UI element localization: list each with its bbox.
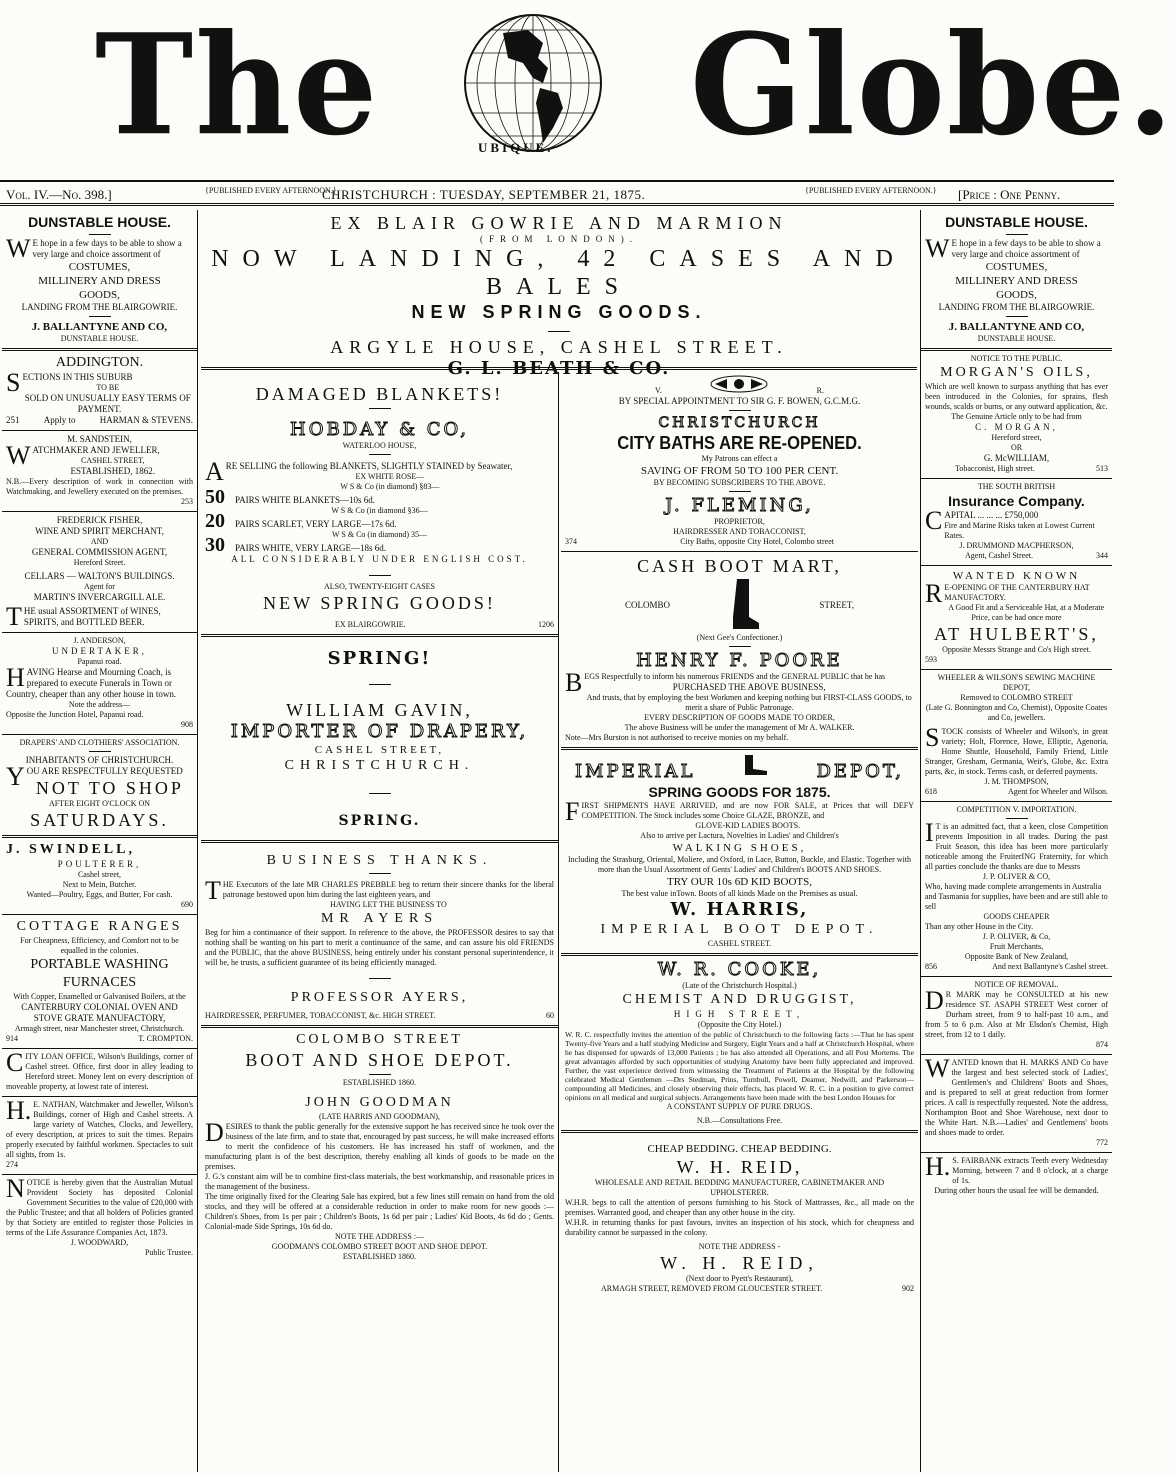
ad-title: DRAPERS' AND CLOTHIERS' ASSOCIATION. bbox=[19, 738, 180, 747]
ad-line: COSTUMES, bbox=[68, 261, 131, 273]
ad-number: 618 bbox=[925, 787, 937, 796]
ad-line: WATERLOO HOUSE, bbox=[342, 441, 417, 450]
ad-line: ESTABLISHED 1860. bbox=[342, 1252, 417, 1261]
ad-line: PAIRS WHITE BLANKETS—10s 6d. bbox=[235, 495, 376, 505]
ad-line: Removed to COLOMBO STREET bbox=[960, 693, 1073, 702]
ad-headline: PORTABLE WASHING bbox=[30, 957, 169, 972]
ad-headline: SPRING. bbox=[338, 813, 421, 829]
ad-title: CASH BOOT MART, bbox=[637, 556, 842, 576]
ad-headline: PROFESSOR AYERS, bbox=[290, 990, 469, 1005]
ad-title: NOTICE TO THE PUBLIC. bbox=[970, 354, 1063, 363]
ad-line: Hereford street, bbox=[991, 433, 1042, 442]
royal-crest-icon bbox=[709, 375, 769, 393]
ad-line: (FROM LONDON). bbox=[480, 234, 638, 244]
ad-line: N.B.—Consultations Free. bbox=[696, 1116, 783, 1125]
ad-line: HAIRDRESSER, PERFUMER, TOBACCONIST, &c. HIGH STREET. bbox=[205, 1011, 436, 1020]
ad-line: Hereford Street. bbox=[73, 558, 126, 567]
title-globe: Globe. bbox=[690, 4, 1175, 167]
ad-line: GLOVE-KID LADIES BOOTS. bbox=[695, 821, 801, 830]
ad-cooke-chemist bbox=[561, 956, 918, 1133]
ad-line: EVERY DESCRIPTION OF GOODS MADE TO ORDER, bbox=[644, 713, 835, 722]
ad-line: WALKING SHOES, bbox=[672, 842, 807, 854]
ad-notice-amp bbox=[2, 1175, 197, 1262]
ad-line: WINE AND SPIRIT MERCHANT, bbox=[35, 526, 164, 536]
ad-headline: W. H. REID, bbox=[676, 1157, 803, 1177]
ad-headline: MORGAN'S OILS, bbox=[940, 365, 1093, 380]
ad-body: SECTIONS IN THIS SUBURB bbox=[6, 368, 133, 397]
ad-headline: SPRING! bbox=[327, 648, 432, 669]
ad-line: Cashel street, bbox=[77, 870, 122, 879]
ad-line: COSTUMES, bbox=[985, 261, 1048, 273]
ad-headline: CITY BATHS ARE RE-OPENED. bbox=[617, 433, 862, 453]
ad-marks-boots bbox=[921, 1055, 1112, 1153]
ad-line: GENERAL COMMISSION AGENT, bbox=[31, 547, 168, 557]
ad-line: Apply to bbox=[43, 415, 76, 425]
ad-line: GOODS CHEAPER bbox=[983, 912, 1050, 921]
ad-sandstein bbox=[2, 431, 197, 512]
ad-addington bbox=[2, 351, 197, 431]
ad-hobday-blankets bbox=[201, 372, 558, 637]
ad-line: Also to arrive per Lactura, Novelties in Ladies' and Children's bbox=[640, 831, 839, 840]
ad-signature: G. L. BEATH & CO. bbox=[447, 358, 671, 379]
ad-line: (Next door to Pyett's Restaurant), bbox=[686, 1274, 793, 1283]
title-the: The bbox=[95, 4, 380, 167]
ad-number: 344 bbox=[1096, 551, 1108, 560]
ad-title: CHEAP BEDDING. CHEAP BEDDING. bbox=[647, 1143, 832, 1155]
boot-emblem-icon bbox=[741, 753, 771, 777]
ad-south-british-insurance bbox=[921, 479, 1112, 566]
ad-line: CHRISTCHURCH. bbox=[284, 758, 475, 773]
ad-body: Beg for him a continuance of their support. In reference to the above, the PROFESSOR desires to say that nothing shall be wanting on his part to merit a continuance of the same, and can assure his old FRIENDS and the PUBLIC, that the above BUSINESS, being entirely under his constant personal superintendence, it will be, he trusts, a sufficient guarantee of its being efficiently managed. bbox=[205, 928, 554, 967]
ad-line: W S & Co (in diamond) §83— bbox=[340, 482, 440, 491]
ad-line: HAIRDRESSER AND TOBACCONIST, bbox=[673, 527, 806, 536]
ad-number: 772 bbox=[1096, 1138, 1108, 1147]
ad-wheeler-wilson bbox=[921, 670, 1112, 802]
boot-icon bbox=[727, 577, 763, 633]
ad-line: NOTE THE ADDRESS :— bbox=[335, 1232, 424, 1241]
ad-line: GOODS, bbox=[79, 289, 120, 301]
ad-line: POULTERER, bbox=[57, 859, 142, 869]
ad-line: V. bbox=[655, 386, 662, 395]
ad-line: Opposite the Junction Hotel, Papanui road. bbox=[6, 710, 144, 719]
ad-line: During other hours the usual fee will be demanded. bbox=[934, 1186, 1099, 1195]
column-3 bbox=[561, 372, 918, 1472]
ad-line: DUNSTABLE HOUSE. bbox=[977, 334, 1056, 343]
published-note-left: {PUBLISHED EVERY AFTERNOON.} bbox=[205, 186, 337, 195]
ad-line: MARTIN'S INVERCARGILL ALE. bbox=[33, 592, 166, 602]
ad-signature: G. McWILLIAM, bbox=[983, 453, 1050, 463]
dateline bbox=[0, 180, 1114, 206]
ad-body: H.S. FAIRBANK extracts Teeth every Wednesday Morning, between 7 and 8 o'clock, at a charge of 1s. bbox=[925, 1152, 1108, 1185]
ad-line: SAVING OF FROM 50 TO 100 PER CENT. bbox=[640, 465, 839, 477]
ad-nathan bbox=[2, 1097, 197, 1175]
ad-headline: IMPORTER OF DRAPERY, bbox=[230, 721, 529, 742]
ad-title: W. R. COOKE, bbox=[657, 959, 822, 980]
ad-body: HAVING Hearse and Mourning Coach, is prepared to execute Funerals in Town or Country, cheaper than any other house in town. bbox=[6, 663, 177, 699]
ad-body: DR MARK may be CONSULTED at his new residence ST. ASAPH STREET West corner of Durham street, from 9 to half-past 10 a.m., and from 5 to 6 p.m. Also at Mr Elsdon's Chemist, High street, from 12 to 1 daily. bbox=[925, 986, 1108, 1039]
ad-line: PROPRIETOR, bbox=[714, 517, 765, 526]
ad-fairbank-dentist bbox=[921, 1153, 1112, 1200]
ad-line: Tobacconist, High street. bbox=[955, 464, 1035, 473]
ad-line: STREET, bbox=[819, 599, 854, 610]
ad-line: (LATE HARRIS AND GOODMAN), bbox=[319, 1112, 440, 1121]
column-2 bbox=[201, 372, 559, 1472]
ad-line: UNDERTAKER, bbox=[52, 646, 147, 656]
ad-line: PAIRS SCARLET, VERY LARGE—17s 6d. bbox=[235, 519, 397, 529]
ad-line: BY SPECIAL APPOINTMENT TO SIR G. F. BOWEN, G.C.M.G. bbox=[618, 396, 861, 406]
ad-line: AFTER EIGHT O'CLOCK ON bbox=[48, 799, 151, 808]
ad-dr-mark-removal bbox=[921, 977, 1112, 1055]
ad-line: CAPITAL ... ... ... £750,000 bbox=[925, 506, 1039, 535]
ad-line: And next Ballantyne's Cashel street. bbox=[992, 962, 1108, 971]
ad-line: IMPERIAL BOOT DEPOT. bbox=[600, 922, 879, 937]
ad-body: BEGS Respectfully to inform his numerous FRIENDS and the GENERAL PUBLIC that he has bbox=[565, 668, 886, 697]
ad-line: Opposite Bank of New Zealand, bbox=[964, 952, 1069, 961]
ad-line: Than any other House in the City. bbox=[925, 922, 1034, 931]
ad-business-thanks bbox=[201, 843, 558, 1028]
ad-line: INHABITANTS OF CHRISTCHURCH. bbox=[25, 755, 174, 765]
quantity: 50 bbox=[205, 486, 225, 508]
column-1 bbox=[2, 210, 198, 1472]
ad-line: GOODMAN'S COLOMBO STREET BOOT AND SHOE DEPOT. bbox=[271, 1242, 488, 1251]
ad-number: 902 bbox=[902, 1284, 914, 1293]
ad-body: W.H.R. in returning thanks for past favours, invites an inspection of his stock, which for cheapness and durability cannot be surpassed in the colony. bbox=[565, 1218, 914, 1237]
ad-cash-boot-mart bbox=[561, 552, 918, 750]
volume-number: Vol. IV.—No. 398.] bbox=[6, 187, 112, 202]
ad-line: With Copper, Enamelled or Galvanised Boilers, at the bbox=[13, 992, 186, 1001]
ad-number: 908 bbox=[181, 720, 193, 729]
ad-signature: HARMAN & STEVENS. bbox=[99, 415, 193, 425]
ad-line: A CONSTANT SUPPLY OF PURE DRUGS. bbox=[666, 1102, 813, 1111]
ad-city-loan bbox=[2, 1049, 197, 1097]
ad-number: 1206 bbox=[538, 620, 554, 629]
ad-body: H.E. NATHAN, Watchmaker and Jeweller, Wilson's Buildings, corner of High and Cashel streets. A large variety of Watches, Clocks, and Jewellery, of every description, at prices to suit the times. Repairs properly executed by faithful workmen. Spectacles to suit all sights, from 1s. bbox=[6, 1096, 193, 1159]
ad-hulberts bbox=[921, 566, 1112, 670]
ad-body: ARE SELLING the following BLANKETS, SLIGHTLY STAINED by Seawater, bbox=[205, 457, 513, 486]
ad-line: CANTERBURY COLONIAL OVEN AND STOVE GRATE MANUFACTORY, bbox=[21, 1002, 178, 1023]
ad-body: The time originally fixed for the Clearing Sale has expired, but a few lines still remain on hand from the old stocks, and they will be offered at a considerable reduction in order to make room for new goods :—Children's Shoes, from 1s per pair ; Children's Boots, 1s 6d per pair ; Ladies' Kid Boots, 4s 6d do ; Gents. Colonial-made Side Springs, 10s 6d do. bbox=[205, 1192, 554, 1231]
ad-headline: HENRY F. POORE bbox=[636, 650, 843, 671]
ad-line: WHOLESALE AND RETAIL BEDDING MANUFACTURER, CABINETMAKER AND UPHOLSTERER. bbox=[594, 1178, 885, 1197]
ad-line: HIGH STREET, bbox=[673, 1009, 806, 1019]
motto: UBIQUE. bbox=[478, 140, 554, 155]
ad-headline: AT HULBERT'S, bbox=[934, 624, 1099, 644]
ad-line: MILLINERY AND DRESS bbox=[955, 275, 1078, 287]
ad-headline: SPRING GOODS FOR 1875. bbox=[648, 784, 831, 800]
ad-morgans-oils bbox=[921, 351, 1112, 479]
ad-line: Armagh street, near Manchester street, Christchurch. bbox=[14, 1024, 185, 1033]
ad-body: FIRST SHIPMENTS HAVE ARRIVED, and are now FOR SALE, at Prices that will DEFY COMPETITION. The Stock includes some Choice GLAZE, BRONZE, and bbox=[565, 797, 914, 826]
ad-line: ALL CONSIDERABLY UNDER ENGLISH COST. bbox=[231, 554, 528, 564]
ad-title: IMPERIAL bbox=[575, 761, 696, 782]
ad-line: Public Trustee. bbox=[144, 1248, 193, 1257]
ad-line: The above Business will be under the management of Mr A. WALKER. bbox=[624, 723, 855, 732]
ad-gavin-spring bbox=[201, 637, 558, 843]
ad-line: AND bbox=[90, 537, 109, 546]
ad-body: N.B.—Every description of work in connection with Watchmaking, and Jewellery executed on the premises. bbox=[6, 477, 193, 496]
ad-line: GOODS, bbox=[996, 289, 1037, 301]
ad-line: W S & Co (in diamond §36— bbox=[331, 506, 428, 515]
ad-line: ARMAGH STREET, REMOVED FROM GLOUCESTER STREET. bbox=[601, 1284, 823, 1293]
ad-dunstable-house bbox=[2, 210, 197, 351]
ad-number: 513 bbox=[1096, 464, 1108, 473]
ad-headline: FURNACES bbox=[62, 975, 137, 990]
ad-line: (Opposite the City Hotel.) bbox=[697, 1020, 782, 1029]
ad-headline: BOOT AND SHOE DEPOT. bbox=[245, 1050, 514, 1070]
ad-headline: SATURDAYS. bbox=[30, 810, 169, 830]
ad-line: COLOMBO bbox=[625, 599, 671, 610]
ad-line: (Next Gee's Confectioner.) bbox=[696, 633, 783, 642]
ad-competition-oliver bbox=[921, 802, 1112, 977]
ad-reid-bedding bbox=[561, 1133, 918, 1298]
column-4 bbox=[920, 210, 1112, 1472]
ad-title: COTTAGE RANGES bbox=[16, 919, 183, 934]
ad-line: The best value inTown. Boots of all kinds Made on the Premises as usual. bbox=[621, 889, 858, 898]
ad-line: (Late G. Bonnington and Co, Chemist), Opposite Coates and Co, jewellers. bbox=[925, 703, 1108, 722]
ad-number: 914 bbox=[6, 1034, 18, 1043]
ad-body: THE usual ASSORTMENT of WINES, SPIRITS, and BOTTLED BEER. bbox=[6, 602, 161, 631]
ad-line: DUNSTABLE HOUSE. bbox=[60, 334, 139, 343]
ad-number: 253 bbox=[181, 497, 193, 506]
ad-number: 690 bbox=[181, 900, 193, 909]
quantity: 20 bbox=[205, 510, 225, 532]
ad-title: COLOMBO STREET bbox=[296, 1032, 463, 1047]
ad-headline: NOT TO SHOP bbox=[35, 778, 184, 798]
ad-signature: J. DRUMMOND MACPHERSON, bbox=[959, 541, 1074, 550]
ad-line: TO BE bbox=[96, 383, 120, 392]
ad-line: My Patrons can effect a bbox=[701, 454, 778, 463]
city-date: CHRISTCHURCH : TUESDAY, SEPTEMBER 21, 1875. bbox=[322, 187, 646, 202]
ad-line: ESTABLISHED 1860. bbox=[342, 1078, 417, 1087]
ad-body: Fire and Marine Risks taken at Lowest Current Rates. bbox=[944, 521, 1095, 540]
ad-body: Including the Strasburg, Oriental, Moliere, and Oxford, in Lace, Button, Buckle, and Elastic. Together with more than the Usual Assortment of Gents' Ladies' and Children's BOOTS AND SHOES. bbox=[567, 855, 912, 874]
ad-line: CASHEL STREET. bbox=[707, 939, 772, 948]
ad-body: RE-OPENING OF THE CANTERBURY HAT MANUFACTORY. bbox=[925, 579, 1090, 608]
ad-title: DUNSTABLE HOUSE. bbox=[945, 214, 1088, 230]
ad-line: EX WHITE ROSE— bbox=[355, 472, 425, 481]
ad-body: W.H.R. begs to call the attention of persons furnishing to his Stock of Mattrasses, &c., all made on the premises. Warranted good, and cheaper than any other house in the city. bbox=[565, 1198, 914, 1217]
ad-line: Agent for Wheeler and Wilson. bbox=[1007, 787, 1108, 796]
ad-line: PAIRS WHITE, VERY LARGE—18s 6d. bbox=[235, 543, 387, 553]
ad-dunstable-house-right bbox=[921, 210, 1112, 351]
ad-number: 856 bbox=[925, 962, 937, 971]
ad-title: NOTICE OF REMOVAL. bbox=[974, 980, 1059, 989]
ad-line: Agent for bbox=[84, 582, 115, 591]
ad-signature: T. CROMPTON. bbox=[138, 1034, 193, 1043]
ad-line: City Baths, opposite City Hotel, Colombo street bbox=[680, 537, 834, 546]
ad-line: ESTABLISHED, 1862. bbox=[70, 466, 156, 476]
ad-signature: J. P. OLIVER, & Co, bbox=[982, 932, 1051, 941]
ad-line: Opposite Messrs Strange and Co's High street. bbox=[942, 645, 1091, 654]
ad-line: Note—Mrs Burston is not authorised to receive monies on my behalf. bbox=[565, 733, 789, 742]
ad-body: IT is an admitted fact, that a keen, close Competition prevents Imposition in all trades. During the past Fruit Season, this idea has been more particularly noticeable among the FruiterING Fraternity, for which all parties conclude the thanks are due to Messrs bbox=[925, 818, 1108, 871]
ad-signature: J. FLEMING, bbox=[665, 495, 814, 516]
ad-number: 374 bbox=[565, 537, 577, 546]
ad-line: The Genuine Article only to be had from bbox=[951, 412, 1082, 421]
ad-title: COMPETITION V. IMPORTATION. bbox=[956, 805, 1077, 814]
ad-title: DUNSTABLE HOUSE. bbox=[28, 214, 171, 230]
ad-signature: J. P. OLIVER & CO, bbox=[982, 872, 1051, 881]
ad-goodman-boot-depot bbox=[201, 1028, 558, 1266]
ad-signature: J. WOODWARD, bbox=[70, 1238, 129, 1247]
ad-cottage-ranges bbox=[2, 915, 197, 1049]
ad-line: Next to Mein, Butcher. bbox=[62, 880, 137, 889]
ad-body: NOTICE is hereby given that the Australian Mutual Provident Society has deposited Colonial Government Securities to the value of £20,000 with the Public Trustee; and that all holders of Policies granted by that Society are entitled to register those Policies in terms of the Life Assurance Companies Act, 1873. bbox=[6, 1174, 193, 1237]
ad-number: 274 bbox=[6, 1160, 18, 1169]
ad-headline: Insurance Company. bbox=[948, 493, 1085, 509]
ad-number: 593 bbox=[925, 655, 937, 664]
ad-line: Note the address— bbox=[68, 700, 131, 709]
ad-line: W S & Co (in diamond) 35— bbox=[332, 530, 427, 539]
ad-line: TRY OUR 10s 6D KID BOOTS, bbox=[666, 876, 813, 888]
ad-headline: MR AYERS bbox=[320, 911, 439, 926]
ad-line: ALSO, TWENTY-EIGHT CASES bbox=[323, 582, 436, 591]
ad-line: CASHEL STREET, bbox=[80, 456, 145, 465]
ad-title: WANTED KNOWN bbox=[952, 570, 1081, 582]
ad-number: 60 bbox=[546, 1011, 554, 1020]
ad-swindell bbox=[2, 838, 197, 915]
ad-line: (Late of the Christchurch Hospital.) bbox=[682, 981, 797, 990]
ad-body: DESIRES to thank the public generally for the extensive support he has received since he took over the business of the late firm, and to state that, encouraged by past success, he will make increased efforts to merit the confidence of his customers. He has increased his staff of workmen, and the manufacturing plant is of the best description, thereby enabling all kinds of goods to be made on the premises. bbox=[205, 1118, 554, 1171]
ad-body: Who, having made complete arrangements in Australia and Tasmania for supplies, have been and are still able to sell bbox=[925, 882, 1108, 911]
ad-title: FREDERICK FISHER, bbox=[56, 515, 143, 525]
ad-line: BY BECOMING SUBSCRIBERS TO THE ABOVE. bbox=[653, 478, 826, 487]
ad-title: THE SOUTH BRITISH bbox=[977, 482, 1056, 491]
ad-line: Wanted—Poultry, Eggs, and Butter, For cash. bbox=[26, 890, 173, 899]
ad-title: CHRISTCHURCH bbox=[658, 415, 821, 431]
ad-headline: NEW SPRING GOODS! bbox=[263, 593, 496, 613]
ad-line: MILLINERY AND DRESS bbox=[38, 275, 161, 287]
ad-title: M. SANDSTEIN, bbox=[67, 434, 132, 444]
ad-title: WHEELER & WILSON'S SEWING MACHINE DEPOT, bbox=[937, 673, 1096, 692]
ad-headline: HOBDAY & CO, bbox=[290, 419, 469, 440]
ad-title: ADDINGTON. bbox=[55, 355, 144, 370]
published-note-right: {PUBLISHED EVERY AFTERNOON.} bbox=[805, 186, 937, 195]
ad-beath-banner bbox=[201, 210, 917, 379]
ad-line: Papanui road. bbox=[77, 657, 122, 666]
ad-body: CITY LOAN OFFICE, Wilson's Buildings, corner of Cashel street. Office, first door in alley leading to Hereford street. Money lent on every description of moveable property, at lowest rate of interest. bbox=[6, 1048, 193, 1091]
ad-body: Which are well known to surpass anything that has ever been introduced in the Colonies, for sprains, flesh wounds, scalds or burns, or any outward application, &c. bbox=[925, 382, 1108, 411]
ad-line: HAVING LET THE BUSINESS TO bbox=[330, 900, 447, 909]
ad-body: THE Executors of the late MR CHARLES PREBBLE beg to return their sincere thanks for the liberal patronage bestowed upon him during the last eighteen years, and bbox=[205, 876, 554, 905]
ad-headline: CHEMIST AND DRUGGIST, bbox=[622, 992, 857, 1007]
ad-signature: W. H. REID, bbox=[660, 1253, 819, 1273]
ad-line: LANDING FROM THE BLAIRGOWRIE. bbox=[938, 302, 1095, 312]
ad-body: STOCK consists of Wheeler and Wilson's, in great variety; Holt, Florence, Howe, Elliptic, Agenoria, Home Shuttle, Household, Family Friend, Little Stranger, Gresham, Germania, Weir's, Globe, &c. Extra parts, &c, in stock. Terms cash, or deferred payments. bbox=[925, 723, 1108, 776]
ad-signature: W. HARRIS, bbox=[670, 899, 809, 920]
ad-line: LANDING FROM THE BLAIRGOWRIE. bbox=[21, 302, 178, 312]
ad-line: NOTE THE ADDRESS - bbox=[698, 1242, 781, 1251]
ad-signature: J. BALLANTYNE AND CO, bbox=[31, 321, 168, 333]
ad-city-baths bbox=[561, 372, 918, 552]
ad-title: J. ANDERSON, bbox=[73, 636, 126, 645]
ad-line: PURCHASED THE ABOVE BUSINESS, bbox=[672, 682, 826, 692]
ad-drapers-association bbox=[2, 735, 197, 838]
ad-line: Fruit Merchants, bbox=[989, 942, 1044, 951]
ad-body: WANTED known that H. MARKS AND Co have the largest and best selected stock of Ladies', Gentlemen's and Childrens' Boots and Shoes, and is prepared to sell at great reduction from former prices. A call is respectfully requested. Note the address, Northampton Boot and Shoe Warehouse, next door to the White Hart. N.B.—Ladies' and Gentlemens' boots and shoes made to order. bbox=[925, 1054, 1108, 1137]
ad-line: R. bbox=[816, 386, 824, 395]
price: [Price : One Penny. bbox=[958, 187, 1061, 202]
ad-body: J. G.'s constant aim will be to combine first-class materials, the best workmanship, and reasonable prices in the management of the business. bbox=[205, 1172, 554, 1191]
ad-title: DAMAGED BLANKETS! bbox=[255, 384, 504, 404]
ad-line: SOLD ON UNUSUALLY EASY TERMS OF PAYMENT. bbox=[24, 393, 191, 414]
ad-headline: NEW SPRING GOODS. bbox=[411, 302, 707, 322]
ad-body: W. R. C. respectfully invites the attention of the public of Christchurch to the following facts :—That he has spent Twenty-five Years and a half studying Medicine and Surgery, Eight Years and a half at Christchurch Hospital, where he has dispensed for upwards of 13,000 Patients ; he has also attended all Operations, and all Post Mortems. The great advantages afforded by such opportunities of studying Anatomy have been fully appreciated and improved. Further, the vast experience derived from witnessing the Treatment of Patients at the Hospital by the following celebrated Medical Gentlemen —Drs Stedman, Prins, Turnbull, Powell, Deamer, Nedwill, and Parkerson—compounding all Medicines, and closely observing their effects, has placed W. R. C. in a position to give correct opinions on all medical and surgical subjects. Arrangements have been made with the best London Houses for bbox=[565, 1030, 914, 1102]
ad-body: WE hope in a few days to be able to show a very large and choice assortment of bbox=[925, 234, 1101, 263]
ad-title: DEPOT, bbox=[816, 761, 904, 782]
masthead bbox=[0, 0, 1175, 178]
ad-line: For Cheapness, Efficiency, and Comfort not to be equalled in the colonies. bbox=[20, 936, 179, 955]
ad-signature: J. BALLANTYNE AND CO, bbox=[948, 321, 1085, 333]
ad-body: WE hope in a few days to be able to show a very large and choice assortment of bbox=[6, 234, 182, 263]
ad-imperial-depot bbox=[561, 750, 918, 956]
ad-line: OR bbox=[1010, 443, 1023, 452]
ad-number: 251 bbox=[6, 415, 20, 425]
ad-title: J. SWINDELL, bbox=[6, 842, 135, 857]
ad-line: Agent, Cashel Street. bbox=[965, 551, 1033, 560]
ad-signature: C. MORGAN, bbox=[975, 422, 1058, 432]
ad-body: And trusts, that by employing the best Workmen and keeping nothing but FIRST-CLASS GOODS, to merit a share of Public Patronage. bbox=[586, 693, 912, 712]
ad-title: WILLIAM GAVIN, bbox=[286, 700, 473, 720]
quantity: 30 bbox=[205, 534, 225, 556]
ad-number: 874 bbox=[1096, 1040, 1108, 1049]
ad-title: BUSINESS THANKS. bbox=[266, 853, 493, 868]
ad-line: EX BLAIRGOWRIE. bbox=[335, 620, 406, 629]
ad-headline: JOHN GOODMAN bbox=[305, 1095, 454, 1110]
ad-line: CASHEL STREET, bbox=[314, 744, 445, 756]
ad-body: WATCHMAKER AND JEWELLER, bbox=[6, 441, 160, 470]
ad-fisher bbox=[2, 512, 197, 633]
ad-anderson bbox=[2, 633, 197, 735]
ad-headline: NOW LANDING, 42 CASES AND BALES bbox=[211, 246, 907, 300]
ad-signature: J. M. THOMPSON, bbox=[984, 777, 1049, 786]
ad-line: ARGYLE HOUSE, CASHEL STREET. bbox=[330, 337, 788, 357]
ad-title: EX BLAIR GOWRIE AND MARMION bbox=[330, 213, 788, 233]
ad-body: YOU ARE RESPECTFULLY REQUESTED bbox=[6, 762, 183, 791]
ad-line: CELLARS — WALTON'S BUILDINGS. bbox=[24, 571, 175, 581]
ad-line: A Good Fit and a Serviceable Hat, at a Moderate Price, can be had once more bbox=[948, 603, 1105, 622]
